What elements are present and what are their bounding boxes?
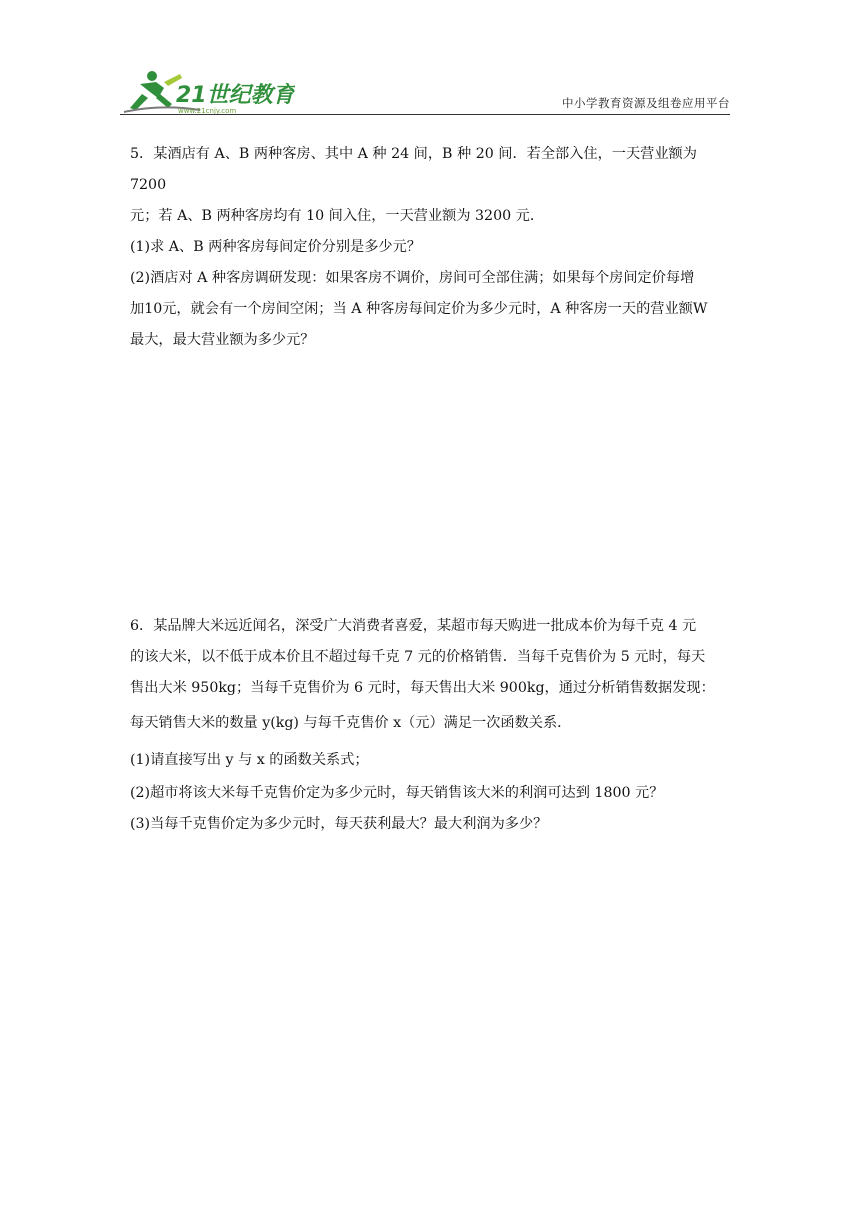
svg-text:21世纪教育: 21世纪教育: [176, 83, 295, 108]
q6-part-3: (3)当每千克售价定为多少元时，每天获利最大？最大利润为多少？: [130, 816, 548, 832]
q6-stem-line-2: 的该大米，以不低于成本价且不超过每千克 7 元的价格销售．当每千克售价为 5 元时，每天: [130, 649, 706, 665]
svg-text:www.21cnjy.com: www.21cnjy.com: [178, 107, 237, 115]
header-divider: [120, 114, 730, 115]
header-subtitle: 中小学教育资源及组卷应用平台: [562, 96, 730, 110]
q5-part-2-line-2: 加10元，就会有一个房间空闲；当 A 种客房每间定价为多少元时，A 种客房一天的营业额W: [130, 301, 708, 317]
question-5: [130, 139, 730, 356]
q6-stem-line-3: 售出大米 950kg；当每千克售价为 6 元时，每天售出大米 900kg，通过分析销售数据发现：: [130, 680, 715, 696]
q5-part-2-line-1: (2)酒店对 A 种客房调研发现：如果客房不调价，房间可全部住满；如果每个房间定价每增: [130, 270, 695, 286]
q6-part-2: (2)超市将该大米每千克售价定为多少元时，每天销售该大米的利润可达到 1800 元？: [130, 785, 664, 801]
q5-part-2-line-3: 最大，最大营业额为多少元？: [130, 332, 315, 348]
page-header: [120, 62, 730, 118]
21cnjy-logo: [120, 64, 295, 116]
q5-stem-line-2: 元；若 A、B 两种客房均有 10 间入住，一天营业额为 3200 元．: [130, 208, 545, 224]
q6-stem-line-1: 6．某品牌大米远近闻名，深受广大消费者喜爱，某超市每天购进一批成本价为每千克 4 元: [130, 618, 697, 634]
q5-part-1: (1)求 A、B 两种客房每间定价分别是多少元？: [130, 239, 421, 255]
question-6: [130, 611, 730, 840]
q5-stem-line-1: 5．某酒店有 A、B 两种客房、其中 A 种 24 间，B 种 20 间．若全部入住，一天营业额为 7200: [130, 146, 697, 193]
q6-stem-line-4: 每天销售大米的数量 y(kg) 与每千克售价 x（元）满足一次函数关系．: [130, 715, 572, 731]
q6-part-1: (1)请直接写出 y 与 x 的函数关系式；: [130, 752, 369, 768]
